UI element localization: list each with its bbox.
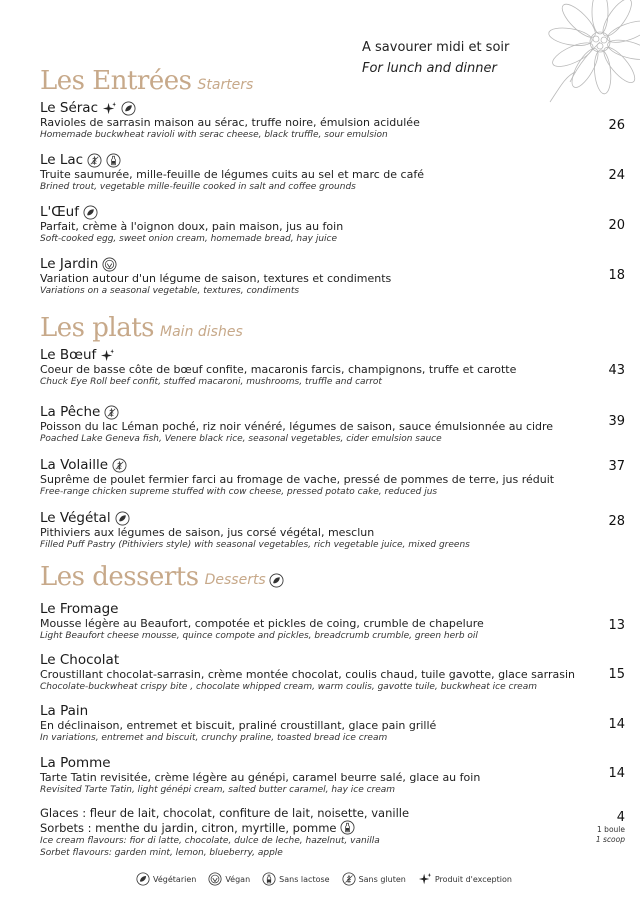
wheat-icon	[112, 458, 127, 473]
item-description: Poisson du lac Léman poché, riz noir vénéré, légumes de saison, sauce émulsionnée au cidre	[40, 420, 554, 433]
item-price: 14	[608, 717, 625, 732]
legend-item-gluten-free	[342, 872, 406, 886]
legend-item-vegetarian	[136, 872, 196, 886]
item-description-en: In variations, entremet and biscuit, crunchy praline, toasted bread ice cream	[40, 733, 388, 743]
section-title: Les Entrées	[40, 66, 192, 96]
item-description: Croustillant chocolat-sarrasin, crème montée chocolat, coulis chaud, tuile gavotte, glace sarrasin	[40, 668, 576, 681]
menu-item	[40, 256, 625, 297]
tagline-fr: A savourer midi et soir	[362, 40, 510, 55]
menu-item	[40, 510, 625, 551]
leaf-icon	[121, 101, 136, 116]
item-name: La Pain	[40, 703, 89, 719]
sorbets-line: Sorbets : menthe du jardin, citron, myrtille, pomme	[40, 820, 337, 835]
sparkle-icon	[100, 348, 115, 363]
leaf-icon	[83, 205, 98, 220]
item-price: 24	[608, 168, 625, 183]
legend-item-vegan	[208, 872, 250, 886]
leaf-icon	[269, 573, 284, 588]
bottle-icon	[106, 153, 121, 168]
item-description: Mousse légère au Beaufort, compotée et pickles de coing, crumble de chapelure	[40, 617, 484, 630]
item-description: Ravioles de sarrasin maison au sérac, truffe noire, émulsion acidulée	[40, 116, 420, 129]
section-subtitle: Desserts	[204, 572, 266, 588]
item-description: Parfait, crème à l'oignon doux, pain maison, jus au foin	[40, 220, 344, 233]
vegan-icon	[208, 872, 222, 886]
legend-item-lactose-free	[262, 872, 329, 886]
menu-item	[40, 703, 625, 744]
menu-item	[40, 347, 625, 388]
item-name: La Pomme	[40, 755, 111, 771]
wheat-icon	[87, 153, 102, 168]
leaf-icon	[115, 511, 130, 526]
glaces-description-en: Ice cream flavours: fior di latte, chocolate, dulce de leche, hazelnut, vanilla	[40, 836, 380, 846]
item-description-en: Poached Lake Geneva fish, Venere black rice, seasonal vegetables, cider emulsion sauce	[40, 434, 442, 444]
glaces-price: 4	[616, 810, 625, 825]
bottle-icon	[262, 872, 276, 886]
item-name: Le Chocolat	[40, 652, 120, 668]
legend-label: Produit d'exception	[434, 874, 512, 884]
legend-label: Végétarien	[153, 874, 197, 884]
item-description-en: Chocolate-buckwheat crispy bite , chocolate whipped cream, warm coulis, gavotte tuile, buckwheat ice cream	[40, 682, 537, 692]
item-description-en: Variations on a seasonal vegetable, textures, condiments	[40, 286, 300, 296]
scoop-unit-fr: 1 boule	[597, 825, 625, 834]
menu-item	[40, 404, 625, 445]
item-name: Le Bœuf	[40, 347, 97, 363]
section-title: Les desserts	[40, 562, 199, 592]
sorbets-description-en: Sorbet flavours: garden mint, lemon, blueberry, apple	[40, 848, 283, 858]
item-price: 28	[608, 514, 625, 529]
item-description-en: Revisited Tarte Tatin, light génépi cream, salted butter caramel, hay ice cream	[40, 785, 396, 795]
item-name: La Pêche	[40, 404, 101, 420]
item-description-en: Brined trout, vegetable mille-feuille cooked in salt and coffee grounds	[40, 182, 356, 192]
item-name: Le Fromage	[40, 601, 119, 617]
item-description-en: Soft-cooked egg, sweet onion cream, homemade bread, hay juice	[40, 234, 338, 244]
section-title-plats	[40, 313, 243, 343]
menu-item	[40, 100, 625, 141]
glaces-item	[40, 806, 625, 859]
menu-item	[40, 457, 625, 498]
menu-item	[40, 652, 625, 693]
item-name: Le Jardin	[40, 256, 99, 272]
item-price: 26	[608, 118, 625, 133]
item-price: 14	[608, 766, 625, 781]
item-name: La Volaille	[40, 457, 109, 473]
section-subtitle: Main dishes	[160, 324, 243, 340]
legend-label: Sans lactose	[279, 874, 330, 884]
item-name: Le Végétal	[40, 510, 111, 526]
item-price: 13	[608, 618, 625, 633]
item-price: 37	[608, 459, 625, 474]
legend-label: Végan	[225, 874, 251, 884]
wheat-icon	[342, 872, 356, 886]
sparkle-icon	[418, 872, 432, 886]
item-description: Tarte Tatin revisitée, crème légère au génépi, caramel beurre salé, glace au foin	[40, 771, 481, 784]
sparkle-icon	[102, 101, 117, 116]
item-description-en: Filled Puff Pastry (Pithiviers style) with seasonal vegetables, rich vegetable juice, mixed greens	[40, 540, 470, 550]
item-description-en: Free-range chicken supreme stuffed with cow cheese, pressed potato cake, reduced jus	[40, 487, 438, 497]
item-description-en: Light Beaufort cheese mousse, quince compote and pickles, breadcrumb crumble, green herb oil	[40, 631, 478, 641]
vegan-icon	[102, 257, 117, 272]
menu-item	[40, 601, 625, 642]
item-price: 18	[608, 268, 625, 283]
bottle-icon	[340, 820, 355, 835]
item-price: 20	[608, 218, 625, 233]
menu-item	[40, 204, 625, 245]
item-description: En déclinaison, entremet et biscuit, praliné croustillant, glace pain grillé	[40, 719, 437, 732]
dietary-legend	[136, 872, 512, 886]
item-name: Le Lac	[40, 152, 84, 168]
leaf-icon	[136, 872, 150, 886]
section-subtitle: Starters	[197, 77, 254, 93]
item-description: Coeur de basse côte de bœuf confite, macaronis farcis, champignons, truffe et carotte	[40, 363, 517, 376]
menu-item	[40, 152, 625, 193]
item-description: Variation autour d'un légume de saison, textures et condiments	[40, 272, 392, 285]
glaces-line: Glaces : fleur de lait, chocolat, confiture de lait, noisette, vanille	[40, 806, 410, 820]
legend-label: Sans gluten	[358, 874, 406, 884]
section-title-desserts	[40, 562, 284, 592]
tagline-en: For lunch and dinner	[362, 61, 497, 76]
item-description: Pithiviers aux légumes de saison, jus corsé végétal, mesclun	[40, 526, 375, 539]
item-price: 15	[608, 667, 625, 682]
item-name: Le Sérac	[40, 100, 99, 116]
item-description-en: Chuck Eye Roll beef confit, stuffed macaroni, mushrooms, truffle and carrot	[40, 377, 382, 387]
section-title: Les plats	[40, 313, 155, 343]
scoop-unit-en: 1 scoop	[595, 835, 625, 844]
item-price: 39	[608, 414, 625, 429]
wheat-icon	[104, 405, 119, 420]
item-description: Suprême de poulet fermier farci au fromage de vache, pressé de pommes de terre, jus réduit	[40, 473, 555, 486]
item-description: Truite saumurée, mille-feuille de légumes cuits au sel et marc de café	[40, 168, 424, 181]
item-description-en: Homemade buckwheat ravioli with serac cheese, black truffle, sour emulsion	[40, 130, 388, 140]
item-price: 43	[608, 363, 625, 378]
menu-item	[40, 755, 625, 796]
item-name: L'Œuf	[40, 204, 79, 220]
legend-item-exceptional	[418, 872, 512, 886]
section-title-entrees	[40, 66, 253, 96]
